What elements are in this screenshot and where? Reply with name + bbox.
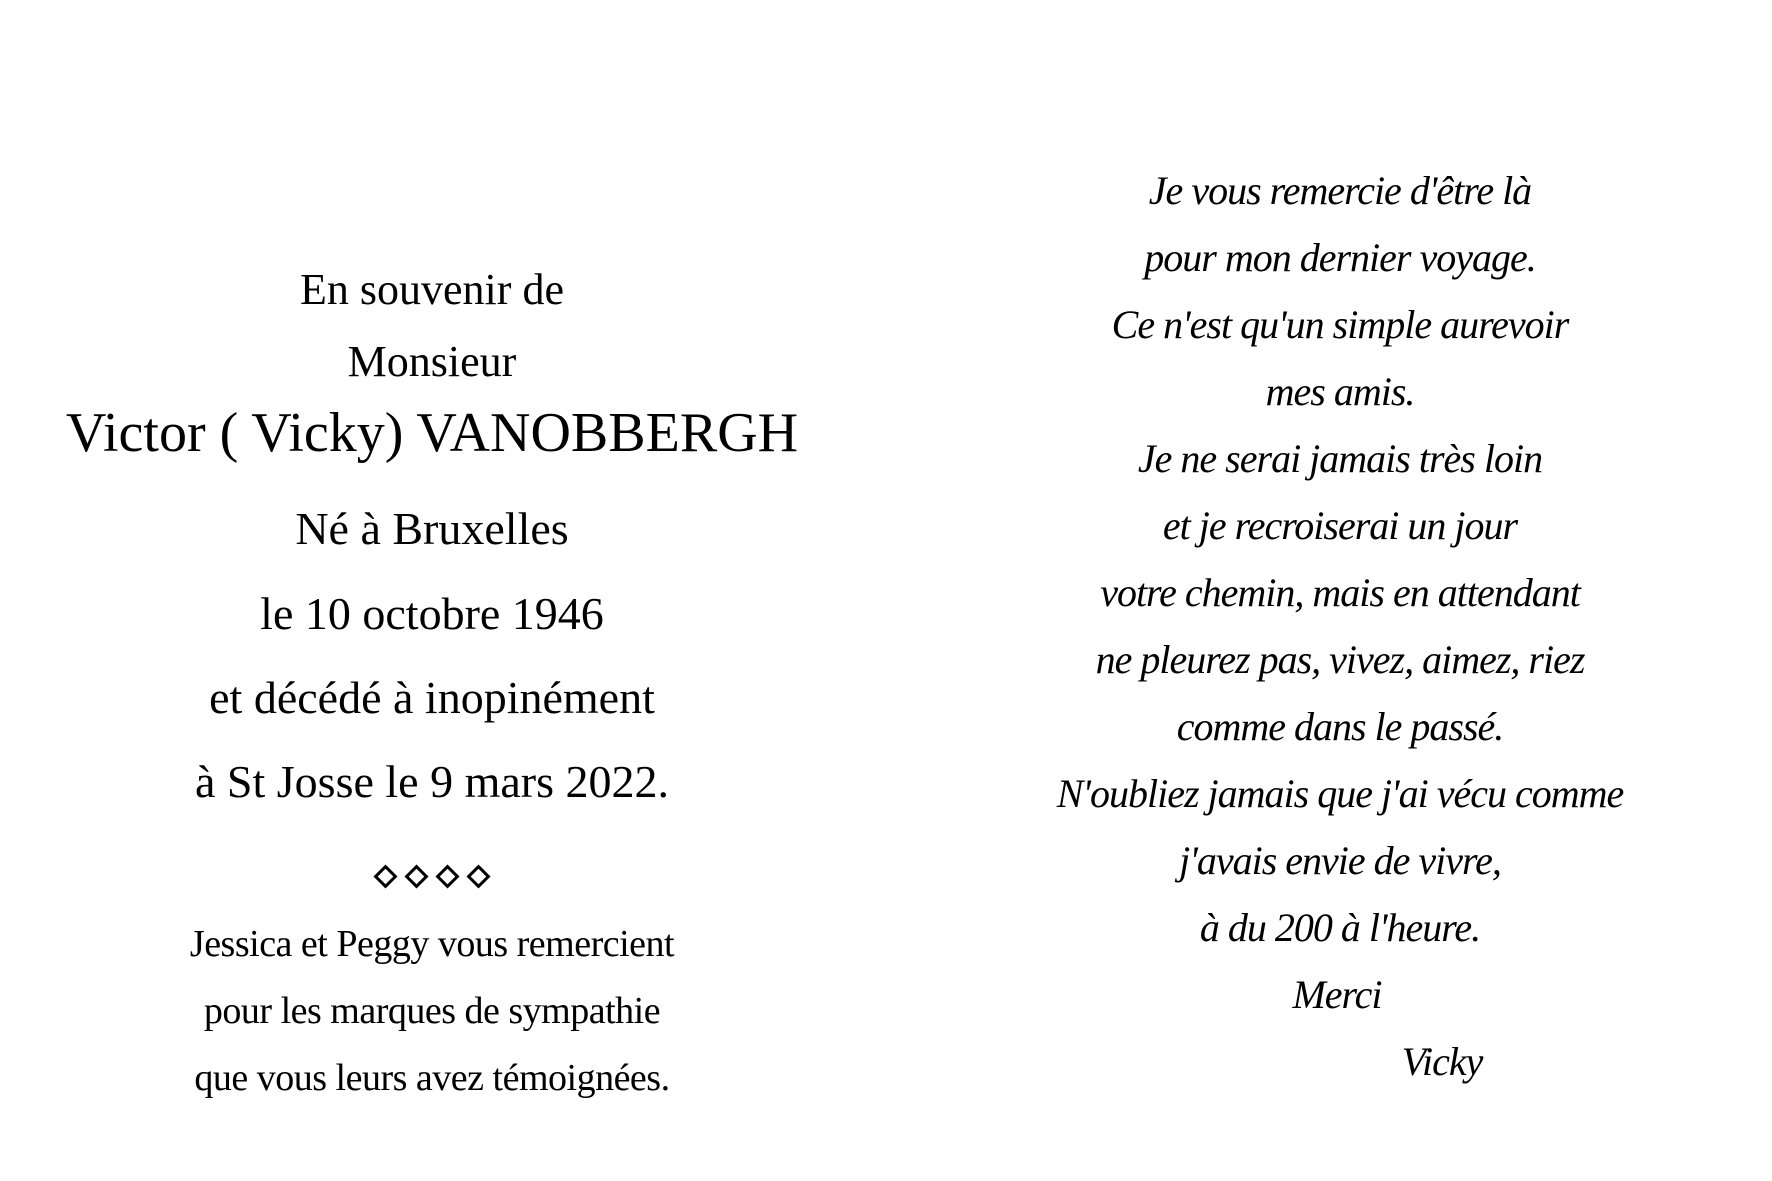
- poem-line: N'oubliez jamais que j'ai vécu comme: [1056, 771, 1624, 816]
- diamond-ornament: [377, 868, 487, 885]
- poem-line: ne pleurez pas, vivez, aimez, riez: [1095, 637, 1585, 682]
- diamond-icon: [373, 864, 397, 888]
- deceased-name: Victor ( Vicky) VANOBBERGH: [65, 402, 799, 464]
- diamond-icon: [435, 864, 459, 888]
- signature-text: Vicky: [1401, 1039, 1483, 1084]
- diamond-icon: [404, 864, 428, 888]
- poem-line: et je recroiserai un jour: [1162, 503, 1518, 548]
- poem-line: Ce n'est qu'un simple aurevoir: [1111, 302, 1569, 347]
- poem-line: j'avais envie de vivre,: [1179, 838, 1501, 883]
- poem-line: comme dans le passé.: [1176, 704, 1504, 749]
- death-place-date-text: à St Josse le 9 mars 2022.: [194, 756, 670, 807]
- birth-place-text: Né à Bruxelles: [295, 503, 569, 554]
- thanks-line: pour les marques de sympathie: [203, 990, 661, 1032]
- closing-text: Merci: [1292, 972, 1382, 1017]
- poem-line: à du 200 à l'heure.: [1199, 905, 1481, 950]
- poem-line: Je ne serai jamais très loin: [1137, 436, 1543, 481]
- thanks-line: que vous leurs avez témoignées.: [194, 1057, 670, 1099]
- in-memory-of-text: En souvenir de: [300, 265, 564, 314]
- death-line-text: et décédé à inopinément: [209, 672, 655, 723]
- diamond-icon: [466, 864, 490, 888]
- poem-line: Je vous remercie d'être là: [1148, 168, 1532, 213]
- title-text: Monsieur: [347, 337, 517, 386]
- poem-line: votre chemin, mais en attendant: [1100, 570, 1580, 615]
- birth-date-text: le 10 octobre 1946: [260, 588, 604, 639]
- thanks-line: Jessica et Peggy vous remercient: [189, 923, 675, 965]
- poem-line: pour mon dernier voyage.: [1144, 235, 1536, 280]
- poem-line: mes amis.: [1265, 369, 1415, 414]
